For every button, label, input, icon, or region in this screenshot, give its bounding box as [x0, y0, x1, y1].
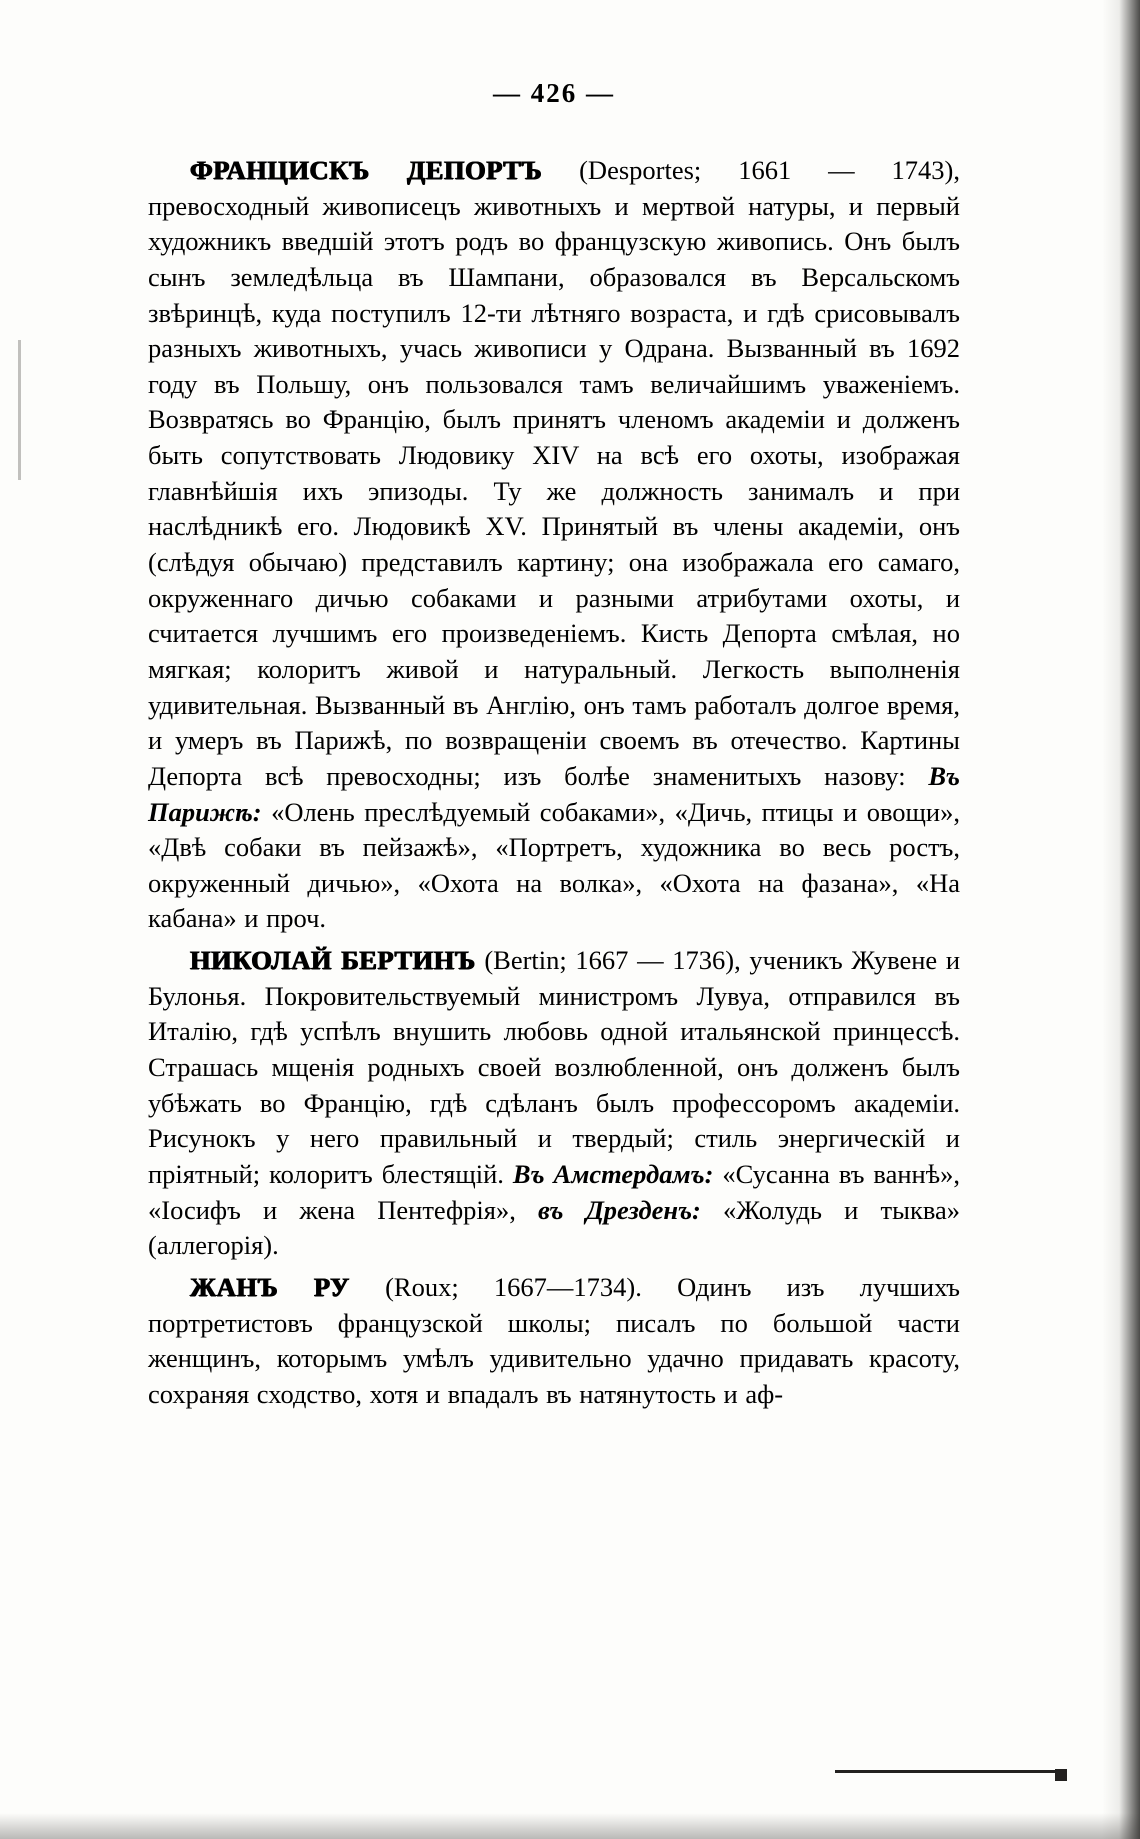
entry-parenthetical-roux: (Roux; 1667—1734). — [385, 1271, 642, 1302]
entry-roux — [148, 1270, 960, 1413]
entry-italic-desportes: Въ Парижѣ: — [148, 760, 960, 827]
entry-italic-bertin: Въ Амстердамъ: — [512, 1158, 714, 1189]
entry-bertin — [148, 943, 960, 1264]
entry-parenthetical-desportes: (Desportes; 1661 — 1743), — [579, 155, 960, 185]
entry-body-desportes: превосходный живописецъ животныхъ и мертвой натуры, и первый художникъ введшій этотъ родъ во французскую живопись. Онъ былъ сынъ земледѣльца въ Шампани, образовался въ Версальскомъ звѣринцѣ, куда поступилъ 12-ти лѣтняго возраста, и гдѣ срисовывалъ разныхъ животныхъ, учась живописи у Одрана. Вызванный въ 1692 году въ Польшу, онъ пользовался тамъ величайшимъ уваженіемъ. Возвратясь во Францію, былъ принятъ членомъ академіи и долженъ быть сопутствовать Людовику XIV на всѣ его охоты, изображая главнѣйшія ихъ эпизоды. Ту же должность занималъ и при наслѣдникѣ его. Людовикѣ XV. Принятый въ члены академіи, онъ (слѣдуя обычаю) представилъ картину; она изображала его самаго, окруженнаго дичью собаками и разными атрибутами охоты, и считается лучшимъ его произведеніемъ. Кисть Депорта смѣлая, но мягкая; колоритъ живой и натуральный. Легкость выполненія удивительная. Вызванный въ Англію, онъ тамъ работалъ долгое время, и умеръ въ Парижѣ, по возвращеніи своемъ въ отечество. Картины Депорта всѣ превосходны; изъ болѣе знаменитыхъ назову: — [148, 190, 960, 791]
page-content — [148, 78, 960, 1414]
entry-body2-desportes: «Олень преслѣдуемый собаками», «Дичь, птицы и овощи», «Двѣ собаки въ пейзажѣ», «Портретъ, художника во весь ростъ, окруженный дичью», «Охота на волка», «Охота на фазана», «На кабана» и проч. — [148, 796, 960, 934]
page-edge-shadow-bottom — [0, 1813, 1140, 1839]
page-gutter-mark — [18, 340, 21, 480]
entry-headword-bertin: НИКОЛАЙ БЕРТИНЪ — [190, 945, 476, 976]
entry-headword-roux: ЖАНЪ РУ — [190, 1271, 350, 1302]
entry-italic2-bertin: въ Дрезденъ: — [538, 1194, 701, 1225]
entry-body-roux: Одинъ изъ лучшихъ портретистовъ французской школы; писалъ по большой части женщинъ, которымъ умѣлъ удивительно удачно придавать красоту, сохраняя сходство, хотя и впадалъ въ натянутость и аф- — [148, 1271, 961, 1409]
entry-body-bertin: ученикъ Жувене и Булонья. Покровительствуемый министромъ Лувуа, отправился въ Италію, гдѣ успѣлъ внушить любовь одной итальянской принцессѣ. Страшась мщенія родныхъ своей возлюбленной, онъ долженъ былъ убѣжать во Францію, гдѣ сдѣланъ былъ профессоромъ академіи. Рисунокъ у него правильный и твердый; стиль энергическій и пріятный; колоритъ блестящій. — [148, 945, 961, 1189]
entry-body3-bertin: «Жолудь и тыква» (аллегорія). — [148, 1194, 960, 1261]
entry-body2-bertin: «Сусанна въ ваннѣ», «Іосифъ и жена Пентефрія», — [148, 1158, 960, 1225]
bottom-rule — [835, 1770, 1065, 1773]
entry-desportes — [148, 153, 960, 937]
entry-parenthetical-bertin: (Bertin; 1667 — 1736), — [484, 945, 741, 976]
page-edge-shadow-right — [1102, 0, 1140, 1839]
page-number: — 426 — — [493, 78, 615, 108]
bottom-rule-tick — [1055, 1769, 1067, 1781]
entry-headword-desportes: ФРАНЦИСКЪ ДЕПОРТЪ — [190, 155, 543, 185]
